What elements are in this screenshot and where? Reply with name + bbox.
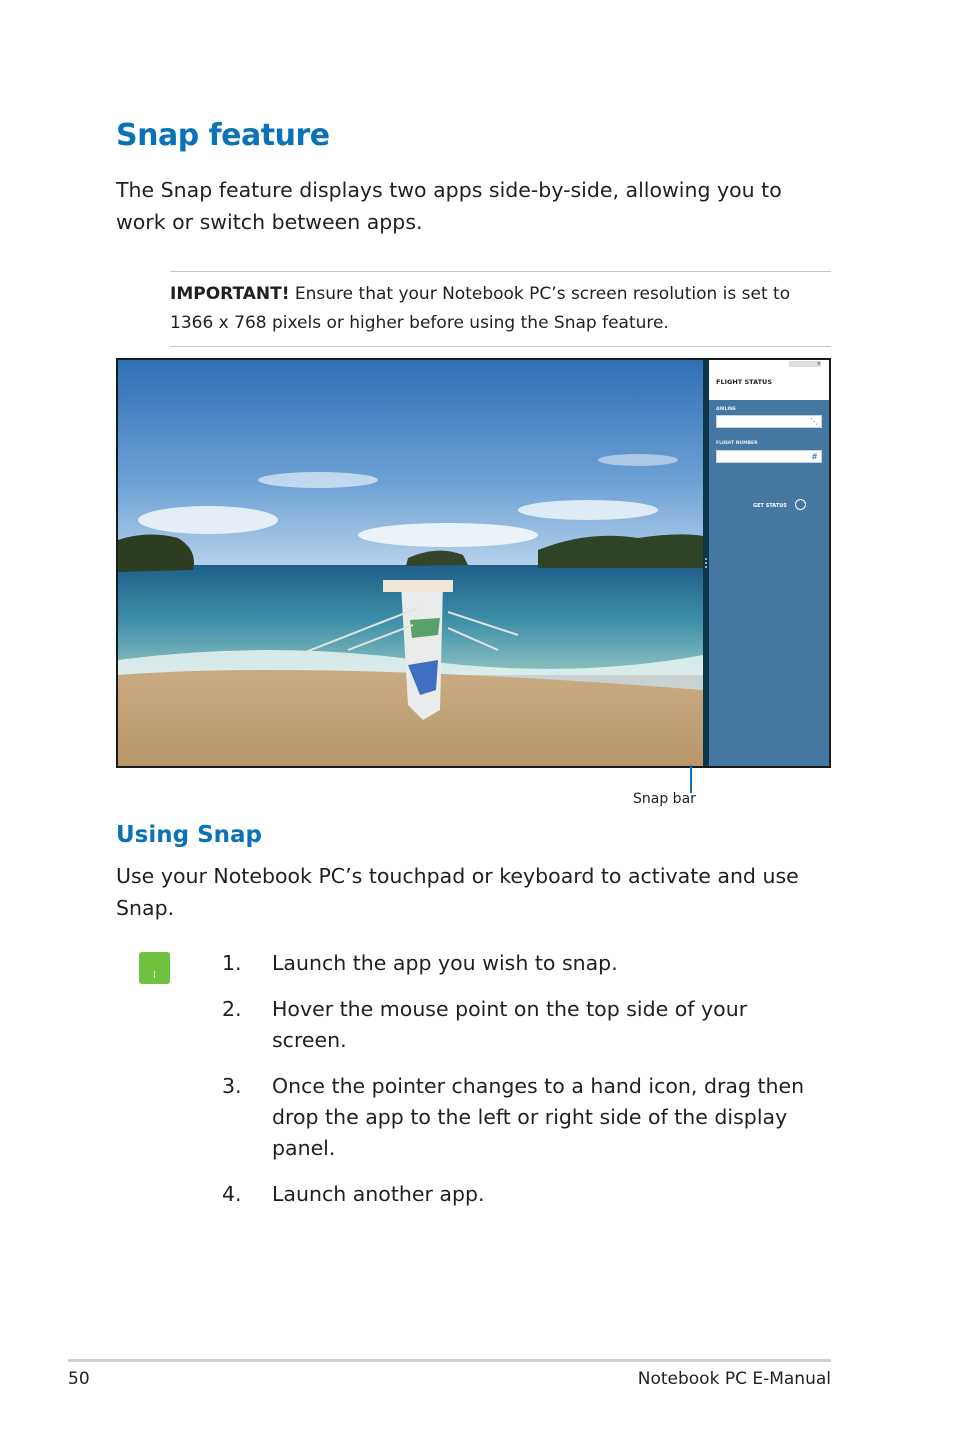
touchpad-icon [139, 952, 170, 984]
page-title: Snap feature [116, 118, 330, 153]
close-icon[interactable]: × [789, 361, 821, 367]
snap-bar-callout-line [690, 765, 692, 793]
important-bottom-rule [170, 346, 831, 347]
snapped-app-header [709, 360, 829, 400]
airline-label: AIRLINE [716, 407, 737, 412]
snapped-app-panel [709, 360, 829, 766]
flight-status-title: FLIGHT STATUS [716, 378, 773, 386]
search-icon[interactable] [795, 499, 806, 510]
important-top-rule [170, 271, 831, 272]
step-text: Launch the app you wish to snap. [272, 951, 618, 975]
important-label: IMPORTANT! [170, 284, 290, 304]
step-number: 4. [222, 1182, 242, 1206]
important-text: Ensure that your Notebook PC’s screen resolution is set to 1366 x 768 pixels or higher before using the Snap feature. [170, 284, 791, 333]
snap-bar-callout: Snap bar [633, 791, 696, 807]
subsection-title: Using Snap [116, 822, 263, 848]
intro-paragraph: The Snap feature displays two apps side-by-side, allowing you to work or switch between apps. [116, 178, 782, 234]
flight-number-field[interactable] [716, 450, 822, 463]
footer-rule [68, 1359, 831, 1362]
snap-screenshot [116, 358, 831, 768]
step-text: Hover the mouse point on the top side of your screen. [272, 997, 748, 1052]
get-status-button[interactable]: GET STATUS [753, 503, 787, 509]
step-number: 1. [222, 951, 242, 975]
using-snap-paragraph: Use your Notebook PC’s touchpad or keyboard to activate and use Snap. [116, 864, 799, 920]
step-text: Once the pointer changes to a hand icon, drag then drop the app to the left or right side of the display panel. [272, 1074, 805, 1160]
step-number: 3. [222, 1074, 242, 1098]
important-note [170, 280, 835, 338]
flight-number-label: FLIGHT NUMBER [716, 441, 758, 446]
steps-list [222, 948, 822, 1225]
airline-field[interactable] [716, 415, 822, 428]
hash-icon: # [811, 452, 818, 461]
list-item [222, 1071, 822, 1164]
snap-bar-handle[interactable] [705, 558, 707, 570]
list-item [222, 948, 822, 979]
page-number: 50 [68, 1369, 90, 1389]
list-item [222, 1179, 822, 1210]
airline-logo-icon: ⋱ [810, 417, 818, 426]
manual-title: Notebook PC E-Manual [637, 1369, 831, 1389]
beach-photo [118, 360, 703, 766]
step-text: Launch another app. [272, 1182, 485, 1206]
list-item [222, 994, 822, 1056]
step-number: 2. [222, 997, 242, 1021]
